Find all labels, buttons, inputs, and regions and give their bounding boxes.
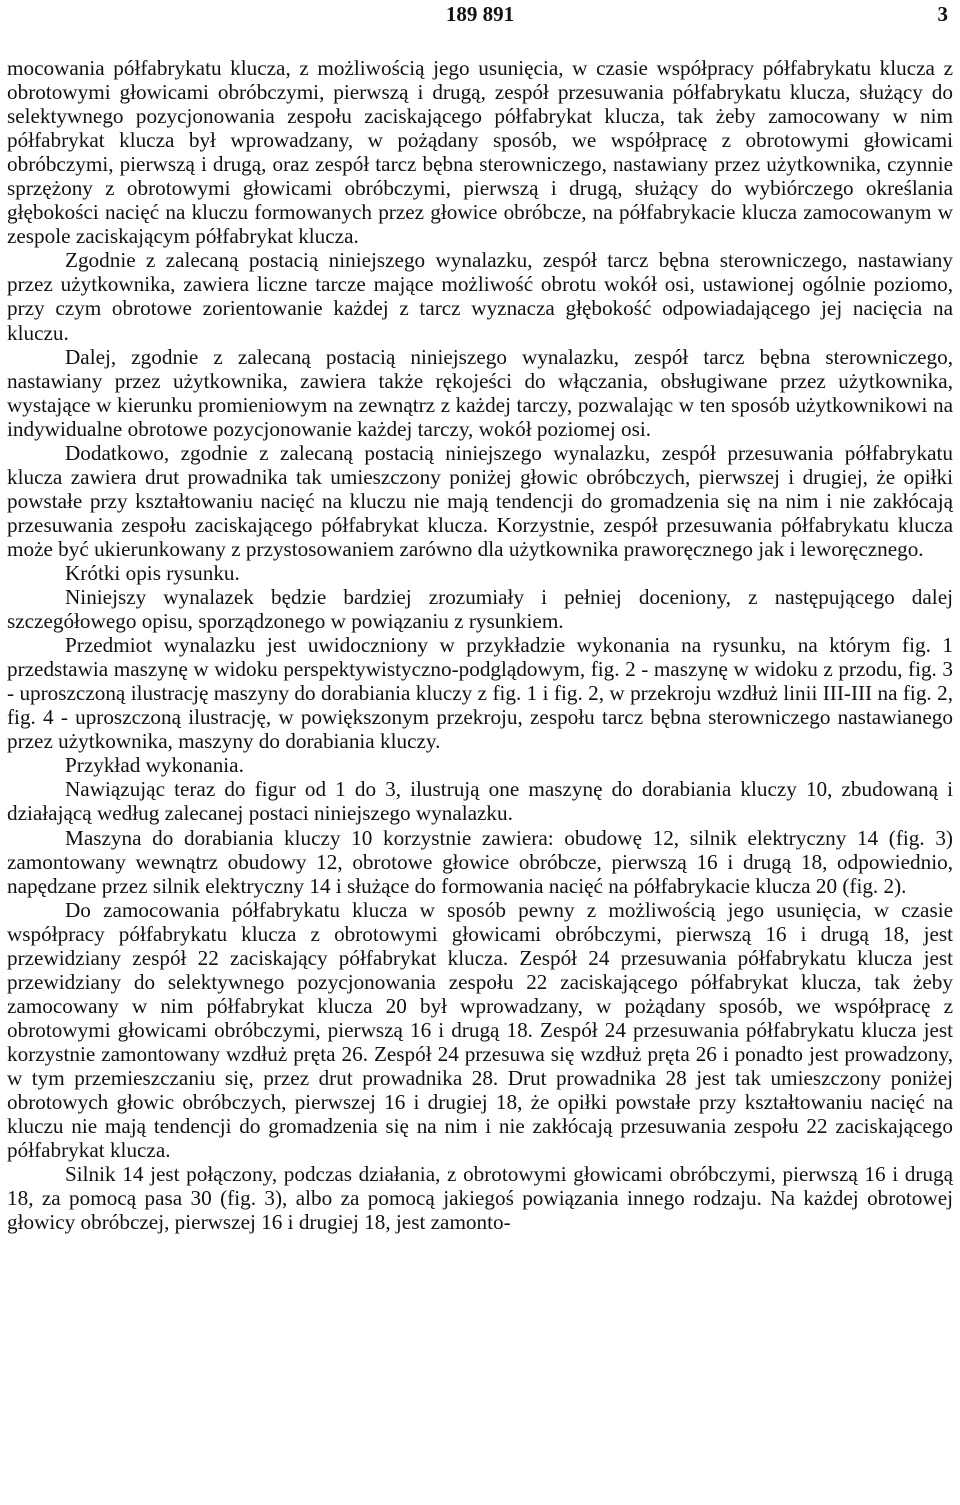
paragraph: Dodatkowo, zgodnie z zalecaną postacią niniejszego wynalazku, zespół przesuwania półfabrykatu klucza zawiera drut prowadnika tak umieszczony poniżej głowic obróbczych, pierwszej i drugiej, że opiłki powstałe przy kształtowaniu nacięć na kluczu nie mają tendencji do gromadzenia się na nim i nie zakłócają przesuwania zespołu zaciskającego półfabrykat klucza. Korzystnie, zespół przesuwania półfabrykatu klucza może być ukierunkowany z przystosowaniem zarówno dla użytkownika praworęcznego jak i leworęcznego. [7, 440, 953, 561]
paragraph: Przedmiot wynalazku jest uwidoczniony w przykładzie wykonania na rysunku, na którym fig. 1 przedstawia maszynę w widoku perspektywistyczno-podglądowym, fig. 2 - maszynę w widoku z przodu, fig. 3 - uproszczoną ilustrację maszyny do dorabiania kluczy z fig. 1 i fig. 2, w przekroju wzdłuż linii III-III na fig. 2, fig. 4 - uproszczoną ilustrację, w powiększonym przekroju, zespołu tarcz bębna sterowniczego nastawianego przez użytkownika, maszyny do dorabiania kluczy. [7, 633, 953, 754]
section-heading: Przykład wykonania. [65, 753, 244, 778]
paragraph: mocowania półfabrykatu klucza, z możliwością jego usunięcia, w czasie współpracy półfabrykatu klucza z obrotowymi głowicami obróbczymi, pierwszą i drugą, zespół przesuwania półfabrykatu klucza, służący do selektywnego pozycjonowania zespołu zaciskającego półfabrykat klucza, tak żeby zamocowany w nim półfabrykat klucza był wprowadzany, w pożądany sposób, we współpracę z obrotowymi głowicami obróbczymi, pierwszą i drugą, oraz zespół tarcz bębna sterowniczego, nastawiany przez użytkownika, czynnie sprzężony z obrotowymi głowicami obróbczymi, pierwszą i drugą, służący do wybiórczego określania głębokości nacięć na kluczu formowanych przez głowice obróbcze, na półfabrykacie klucza zamocowanym w zespole zaciskającym półfabrykat klucza. [7, 56, 953, 249]
paragraph: Dalej, zgodnie z zalecaną postacią niniejszego wynalazku, zespół tarcz bębna sterowniczego, nastawiany przez użytkownika, zawiera także rękojeści do włączania, obsługiwane przez użytkownika, wystające w kierunku promieniowym na zewnątrz z każdej tarczy, pozwalając w ten sposób użytkownikowi na indywidualne obrotowe pozycjonowanie każdej tarczy, wokół poziomej osi. [7, 344, 953, 441]
paragraph: Maszyna do dorabiania kluczy 10 korzystnie zawiera: obudowę 12, silnik elektryczny 14 (fig. 3) zamontowany wewnątrz obudowy 12, obrotowe głowice obróbcze, pierwszą 16 i drugą 18, odpowiednio, napędzane przez silnik elektryczny 14 i służące do formowania nacięć na półfabrykacie klucza 20 (fig. 2). [7, 825, 953, 898]
paragraph: Niniejszy wynalazek będzie bardziej zrozumiały i pełniej doceniony, z następującego dalej szczegółowego opisu, sporządzonego w powiązaniu z rysunkiem. [7, 585, 953, 634]
document-body [7, 56, 953, 1234]
page-header [10, 2, 950, 32]
section-heading: Krótki opis rysunku. [65, 560, 240, 585]
patent-number: 189 891 [445, 2, 515, 26]
paragraph: Zgodnie z zalecaną postacią niniejszego wynalazku, zespół tarcz bębna sterowniczego, nastawiany przez użytkownika, zawiera liczne tarcze mające możliwość obrotu wokół osi, ustawionej ogólnie poziomo, przy czym obrotowe zorientowanie każdej z tarcz wyznacza głębokość odpowiadającego jej nacięcia na kluczu. [7, 248, 953, 345]
paragraph: Silnik 14 jest połączony, podczas działania, z obrotowymi głowicami obróbczymi, pierwszą 16 i drugą 18, za pomocą pasa 30 (fig. 3), albo za pomocą jakiegoś powiązania innego rodzaju. Na każdej obrotowej głowicy obróbczej, pierwszej 16 i drugiej 18, jest zamonto- [7, 1162, 953, 1235]
paragraph: Nawiązując teraz do figur od 1 do 3, ilustrują one maszynę do dorabiania kluczy 10, zbudowaną i działającą według zalecanej postaci niniejszego wynalazku. [7, 777, 953, 826]
paragraph: Do zamocowania półfabrykatu klucza w sposób pewny z możliwością jego usunięcia, w czasie współpracy półfabrykatu klucza z obrotowymi głowicami obróbczymi, pierwszą 16 i drugą 18, jest przewidziany zespół 22 zaciskający półfabrykat klucza. Zespół 24 przesuwania półfabrykatu klucza jest przewidziany do selektywnego pozycjonowania zespołu 22 zaciskającego półfabrykat klucza, tak żeby zamocowany w nim półfabrykat klucza 20 był wprowadzany, w pożądany sposób, we współpracę z obrotowymi głowicami obróbczymi, pierwszą 16 i drugą 18. Zespół 24 przesuwania półfabrykatu klucza jest korzystnie zamontowany wzdłuż pręta 26. Zespół 24 przesuwa się wzdłuż pręta 26 i ponadto jest prowadzony, w tym przemieszczaniu się, przez drut prowadnika 28. Drut prowadnika 28 jest tak umieszczony poniżej obrotowych głowic obróbczych, pierwszej 16 i drugiej 18, że opiłki powstałe przy kształtowaniu nacięć na kluczu nie mają tendencji do gromadzenia się na nim i nie zakłócają przesuwania zespołu 22 zaciskającego półfabrykat klucza. [7, 897, 953, 1163]
page-number: 3 [937, 2, 948, 26]
